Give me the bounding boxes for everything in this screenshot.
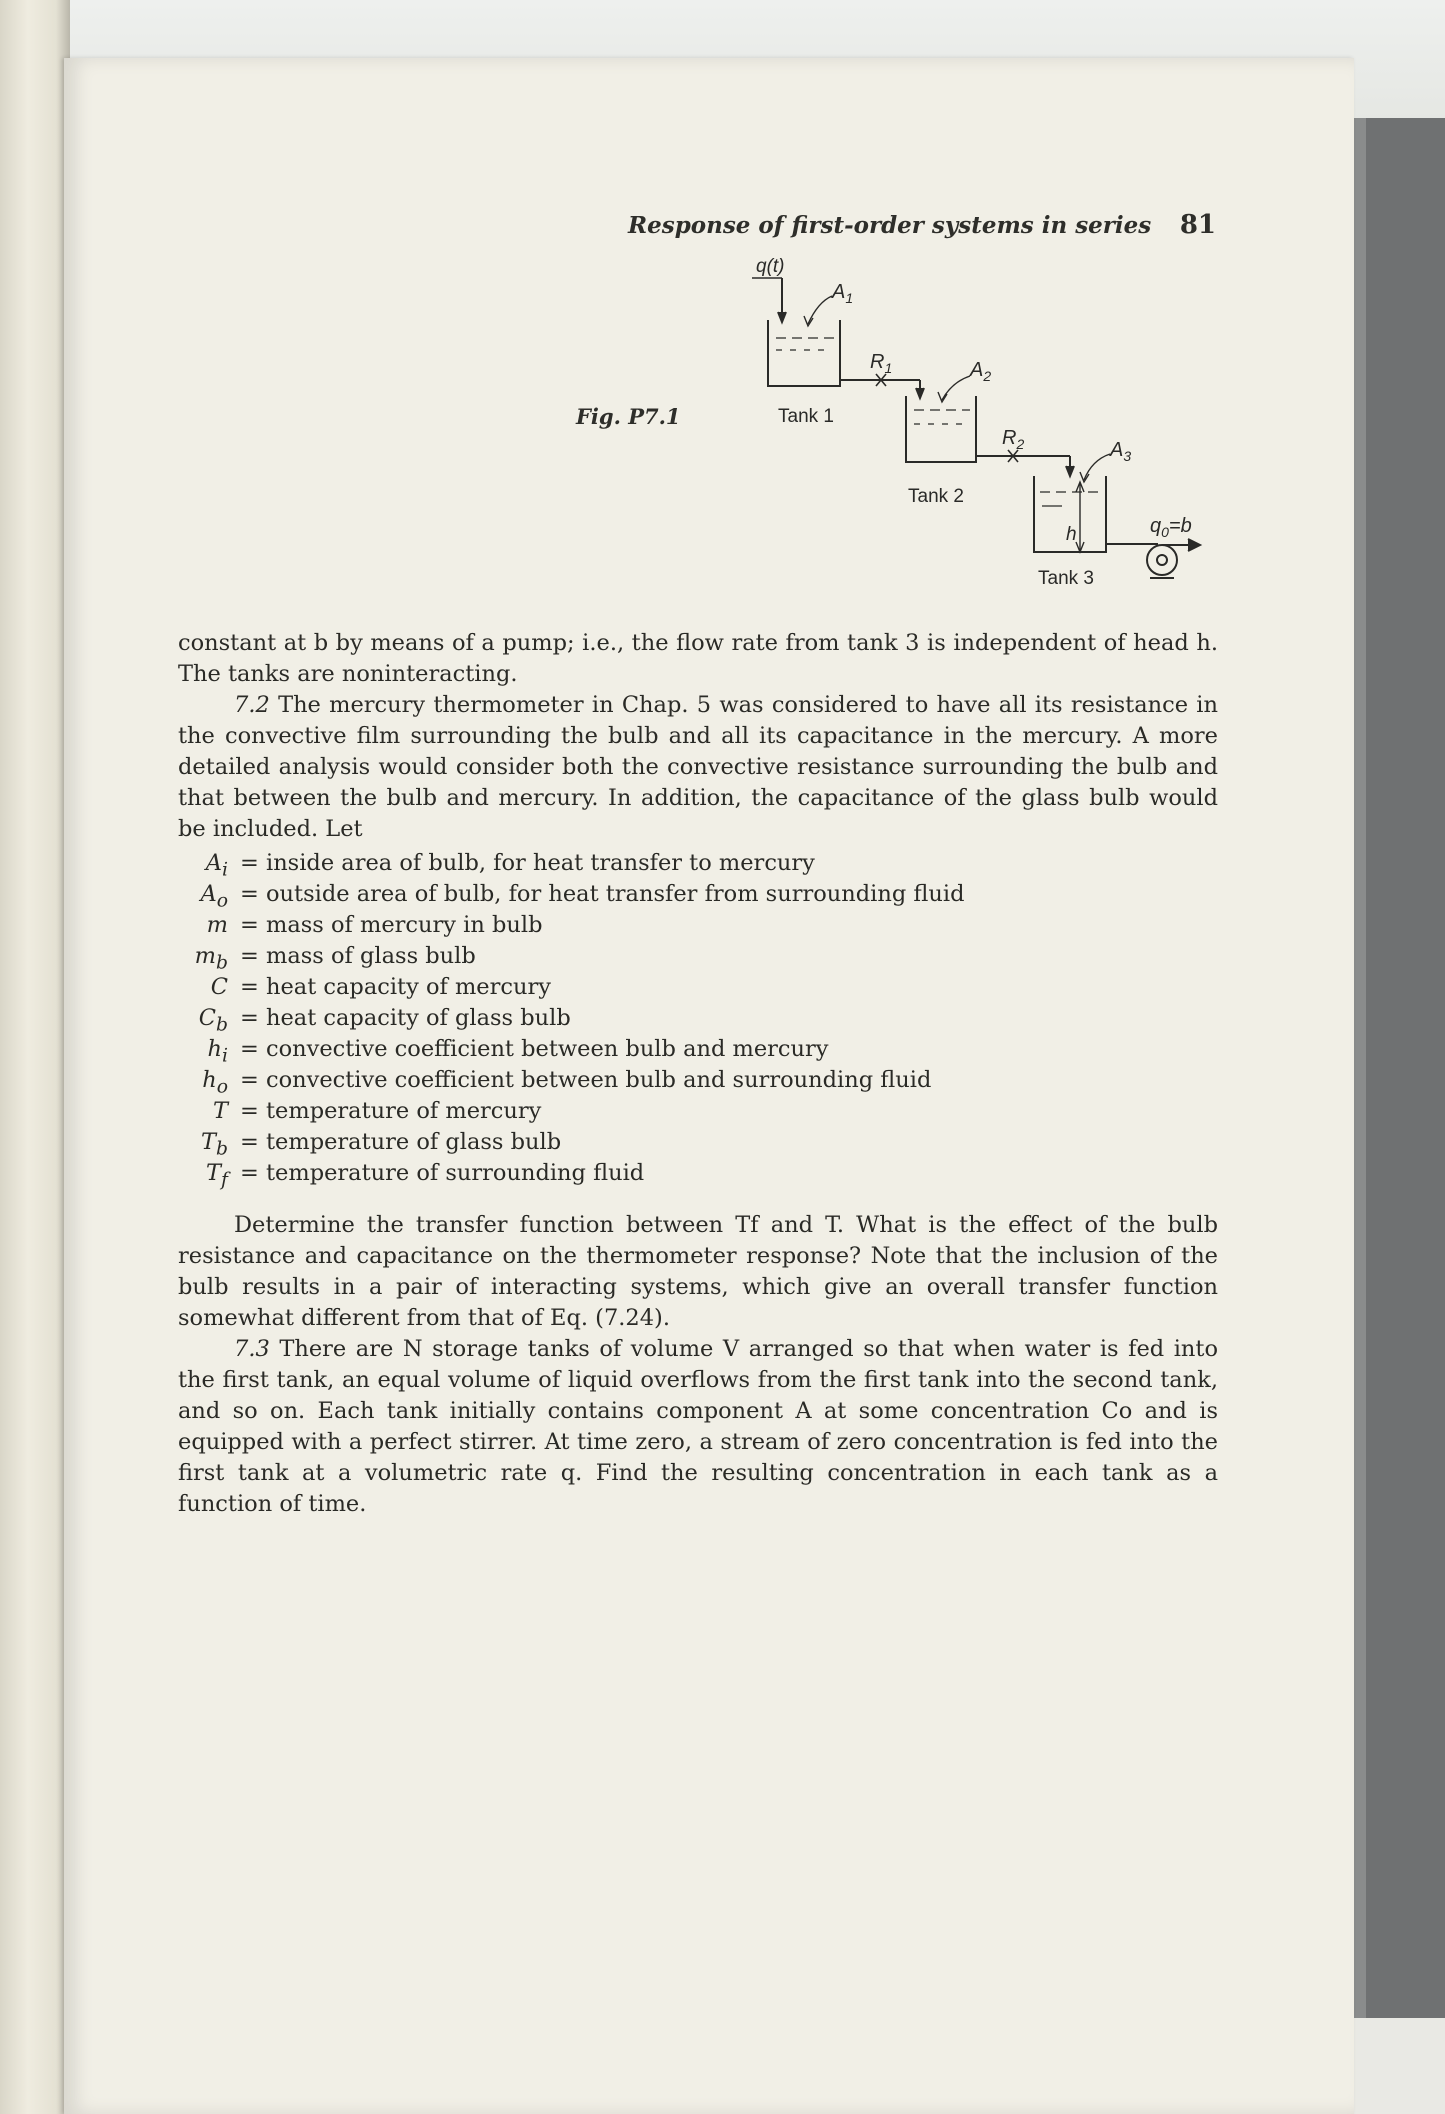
definition-row: $T_b$ = temperature of glass bulb <box>200 1129 562 1160</box>
tank-2 <box>906 396 976 462</box>
inflow-label: q(t) <box>756 258 785 277</box>
svg-text:R2: $R_2$ <box>1002 427 1025 452</box>
definition-row: $C_b$ = heat capacity of glass bulb <box>198 1005 571 1036</box>
resistance-2-label: R <box>1002 427 1017 449</box>
svg-text:A3: $A_3$ <box>1110 439 1132 464</box>
problem-number: 7.3 <box>234 1336 270 1362</box>
tank-1 <box>768 320 840 386</box>
svg-text:q(t) <box>756 258 785 277</box>
definition-row: $T_f$ = temperature of surrounding fluid <box>206 1160 645 1191</box>
outflow-label: q <box>1150 515 1162 537</box>
tank-1-label: Tank 1 <box>778 406 834 427</box>
definition-list <box>176 850 1076 1191</box>
book-cover-edge <box>1352 118 1366 2018</box>
running-header <box>628 208 1228 248</box>
page-number: 81 <box>1179 210 1216 240</box>
area-3-label: A <box>1110 439 1124 461</box>
figure-label: Fig. P7.1 <box>576 404 681 429</box>
problem-text: The mercury thermometer in Chap. 5 was considered to have all its resistance in the convective film surrounding the bulb and all its capacitance in the mercury. A more detailed analysis would consider both the convective resistance surrounding the bulb and that between the bulb and mercury. In addition, the capacitance of the glass bulb would be included. Let <box>178 692 1218 842</box>
paragraph-continuation: constant at b by means of a pump; i.e., the flow rate from tank 3 is independent of head h. The tanks are noninteracting. <box>178 630 1218 687</box>
definition-row: $h_o$ = convective coefficient between bulb and surrounding fluid <box>202 1067 932 1098</box>
problem-7-2 <box>178 690 1218 845</box>
tank-2-label: Tank 2 <box>908 486 964 507</box>
resistance-1-label: R <box>870 351 885 373</box>
head-label: h <box>1066 524 1077 545</box>
area-1-label: A <box>832 281 846 303</box>
definition-row: C = heat capacity of mercury <box>210 974 551 1000</box>
svg-text:A1: $A_1$ <box>832 281 854 306</box>
svg-text:A2: $A_2$ <box>970 359 992 384</box>
definition-row: m = mass of mercury in bulb <box>206 912 543 938</box>
left-page-edge <box>0 0 70 2114</box>
pump <box>1147 545 1177 575</box>
problem-number: 7.2 <box>234 692 270 718</box>
problem-text: There are N storage tanks of volume V arranged so that when water is fed into the first tank, an equal volume of liquid overflows from the first tank into the second tank, and so on. Each tank initially contains component A at some concentration Co and is equipped with a perfect stirrer. At time zero, a stream of zero concentration is fed into the first tank at a volumetric rate q. Find the resulting concentration in each tank as a function of time. <box>178 1336 1218 1517</box>
definition-row: $A_o$ = outside area of bulb, for heat transfer from surrounding fluid <box>200 881 965 912</box>
tank-diagram <box>700 258 1240 608</box>
paragraph-determine: Determine the transfer function between Tf and T. What is the effect of the bulb resistance and capacitance on the thermometer response? Note that the inclusion of the bulb results in a pair of interacting systems, which give an overall transfer function somewhat different from that of Eq. (7.24). <box>178 1212 1218 1331</box>
definition-row: T = temperature of mercury <box>212 1098 542 1124</box>
problem-7-3 <box>178 1334 1218 1520</box>
svg-text:q0=b: $q_0=b$ <box>1150 515 1192 540</box>
definition-row: $m_b$ = mass of glass bulb <box>194 943 476 974</box>
tank-3-label: Tank 3 <box>1038 568 1094 589</box>
svg-text:R1: $R_1$ <box>870 351 893 376</box>
running-title: Response of first-order systems in series <box>628 212 1152 239</box>
area-2-label: A <box>970 359 984 381</box>
definition-row: $A_i$ = inside area of bulb, for heat transfer to mercury <box>205 850 815 881</box>
definition-row: $h_i$ = convective coefficient between bulb and mercury <box>207 1036 829 1067</box>
